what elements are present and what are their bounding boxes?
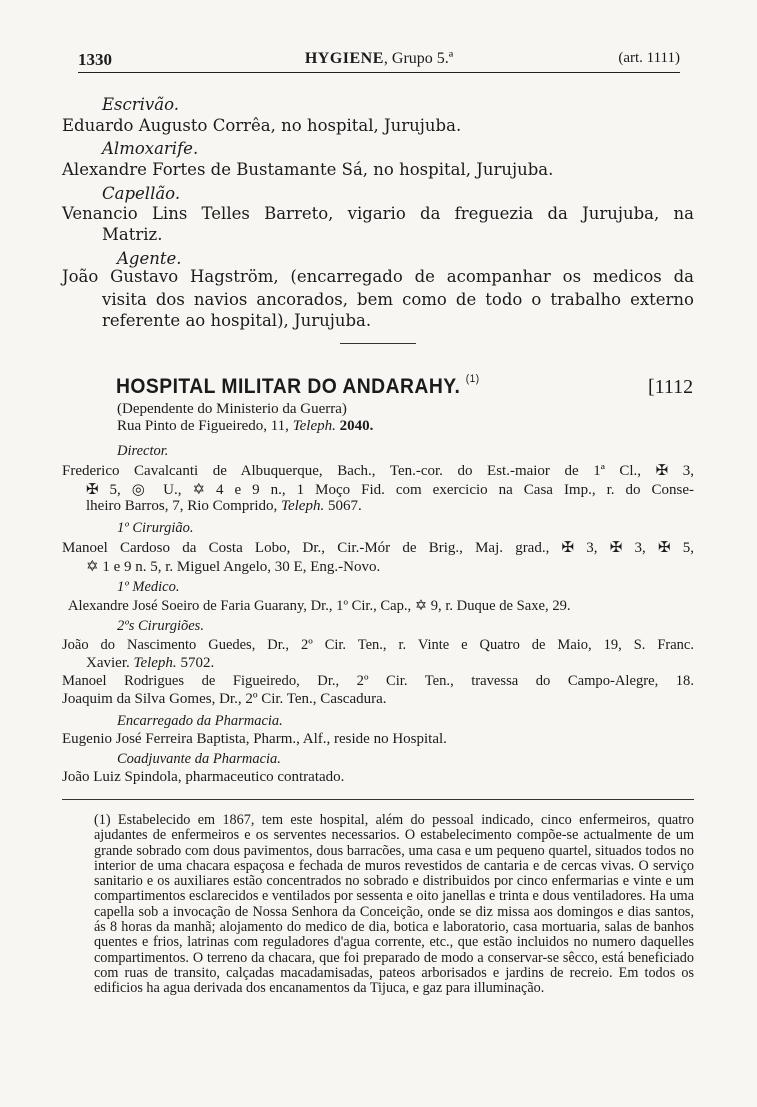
cirurgiao-1-line-2: ✡ 1 e 9 n. 5, r. Miguel Angelo, 30 E, Eng.-Novo. <box>86 559 381 575</box>
coadjuvante-heading: Coadjuvante da Pharmacia. <box>117 751 281 767</box>
agente-line-1: João Gustavo Hagström, (encarregado de acompanhar os medicos da <box>62 267 694 286</box>
agente-line-2: visita dos navios ancorados, bem como de todo o trabalho externo <box>102 290 694 309</box>
agente-line-3: referente ao hospital), Jurujuba. <box>102 311 372 330</box>
teleph-label: Teleph. <box>292 418 336 434</box>
escrivao-name: Eduardo Augusto Corrêa, no hospital, Jurujuba. <box>62 116 462 135</box>
director-line-3: lheiro Barros, 7, Rio Comprido, Teleph. 5067. <box>86 498 362 514</box>
footnote-rule <box>62 799 694 800</box>
medico-1-line: Alexandre José Soeiro de Faria Guarany, Dr., 1º Cir., Cap., ✡ 9, r. Duque de Saxe, 29. <box>68 598 571 614</box>
director-line-2: ✠ 5, ◎ U., ✡ 4 e 9 n., 1 Moço Fid. com exercicio na Casa Imp., r. do Conse- <box>86 482 694 498</box>
cirurgiao-2-c-line: Joaquim da Silva Gomes, Dr., 2º Cir. Ten., Cascadura. <box>62 691 387 707</box>
running-header <box>78 50 680 73</box>
running-title-group: , Grupo 5.ª <box>383 50 454 67</box>
running-title <box>78 50 680 68</box>
capellao-heading: Capellão. <box>102 184 181 203</box>
coadjuvante-line: João Luiz Spindola, pharmaceutico contratado. <box>62 769 345 785</box>
teleph-number: 2040. <box>335 418 374 434</box>
hospital-name: HOSPITAL MILITAR DO ANDARAHY. <box>116 375 461 398</box>
cirurgiao-1-line-1: Manoel Cardoso da Costa Lobo, Dr., Cir.-Mór de Brig., Maj. grad., ✠ 3, ✠ 3, ✠ 5, <box>62 540 694 556</box>
footnote-reference: (1) <box>465 373 480 385</box>
cirurgiao-2-a-line-2: Xavier. Teleph. 5702. <box>86 655 215 671</box>
cirurgiao-1-heading: 1º Cirurgião. <box>117 520 194 536</box>
almoxarife-name: Alexandre Fortes de Bustamante Sá, no hospital, Jurujuba. <box>62 160 554 179</box>
section-divider <box>340 343 416 344</box>
article-reference: (art. 1111) <box>618 50 680 66</box>
capellao-line-2: Matriz. <box>102 225 163 244</box>
director-heading: Director. <box>117 443 169 459</box>
almoxarife-heading: Almoxarife. <box>102 139 199 158</box>
page-number: 1330 <box>78 50 112 69</box>
entry-number: [1112 <box>648 376 694 398</box>
agente-heading: Agente. <box>117 249 182 268</box>
capellao-line-1: Venancio Lins Telles Barreto, vigario da freguezia da Jurujuba, na <box>62 204 694 223</box>
pharmacia-heading: Encarregado da Pharmacia. <box>117 713 283 729</box>
medico-1-heading: 1º Medico. <box>117 579 180 595</box>
footnote-text: (1) Estabelecido em 1867, tem este hospital, além do pessoal indicado, cinco enfermeiros, quatro ajudantes de enfermeiros e os serventes necessarios. O estabelecimento compõe-se actualmente de um grande sobrado com dous pavimentos, dous barracões, uma casa e um pequeno quartel, situados todos no interior de uma chacara espaçosa e fechada de muros revestidos de cantaria e de cercas vivas. O serviço sanitario e os auxiliares estão concentrados no sobrado e distribuidos por cinco enfermarias e vinte e um compartimentos esclarecidos e ventilados por sessenta e oito janellas e trinta e dous ventiladores. Ha uma capella sob a invocação de Nossa Senhora da Conceição, onde se diz missa aos domingos e dias santos, ás 8 horas da manhã; alojamento do medico de dia, botica e laboratorio, casa mortuaria, salas de banhos quentes e frios, latrinas com reguladores d'agua corrente, etc., que estão incluidos no numero daquelles compartimentos. O terreno da chacara, que foi preparado de modo a conservar-se sêcco, está beneficiado com ruas de transito, calçadas macadamisadas, pateos arborisados e jardins de recreio. Em todos os edificios ha agua derivada dos encanamentos da Tijuca, e gaz para illuminação. <box>94 812 694 997</box>
pharmacia-line: Eugenio José Ferreira Baptista, Pharm., Alf., reside no Hospital. <box>62 731 447 747</box>
escrivao-heading: Escrivão. <box>102 95 179 114</box>
cirurgiao-2-a-line-1: João do Nascimento Guedes, Dr., 2º Cir. Ten., r. Vinte e Quatro de Maio, 19, S. Franc. <box>62 637 694 653</box>
cirurgiao-2-b-line: Manoel Rodrigues de Figueiredo, Dr., 2º Cir. Ten., travessa do Campo-Alegre, 18. <box>62 673 694 689</box>
footnote <box>62 813 694 997</box>
hospital-dependency: (Dependente do Ministerio da Guerra) <box>117 401 347 417</box>
running-title-bold: HYGIENE <box>304 50 384 67</box>
director-line-1: Frederico Cavalcanti de Albuquerque, Bach., Ten.-cor. do Est.-maior de 1ª Cl., ✠ 3, <box>62 463 694 479</box>
cirurgioes-2-heading: 2ºs Cirurgiões. <box>117 618 204 634</box>
hospital-title <box>116 375 480 399</box>
hospital-address: Rua Pinto de Figueiredo, 11, Teleph. 2040. <box>117 418 374 434</box>
